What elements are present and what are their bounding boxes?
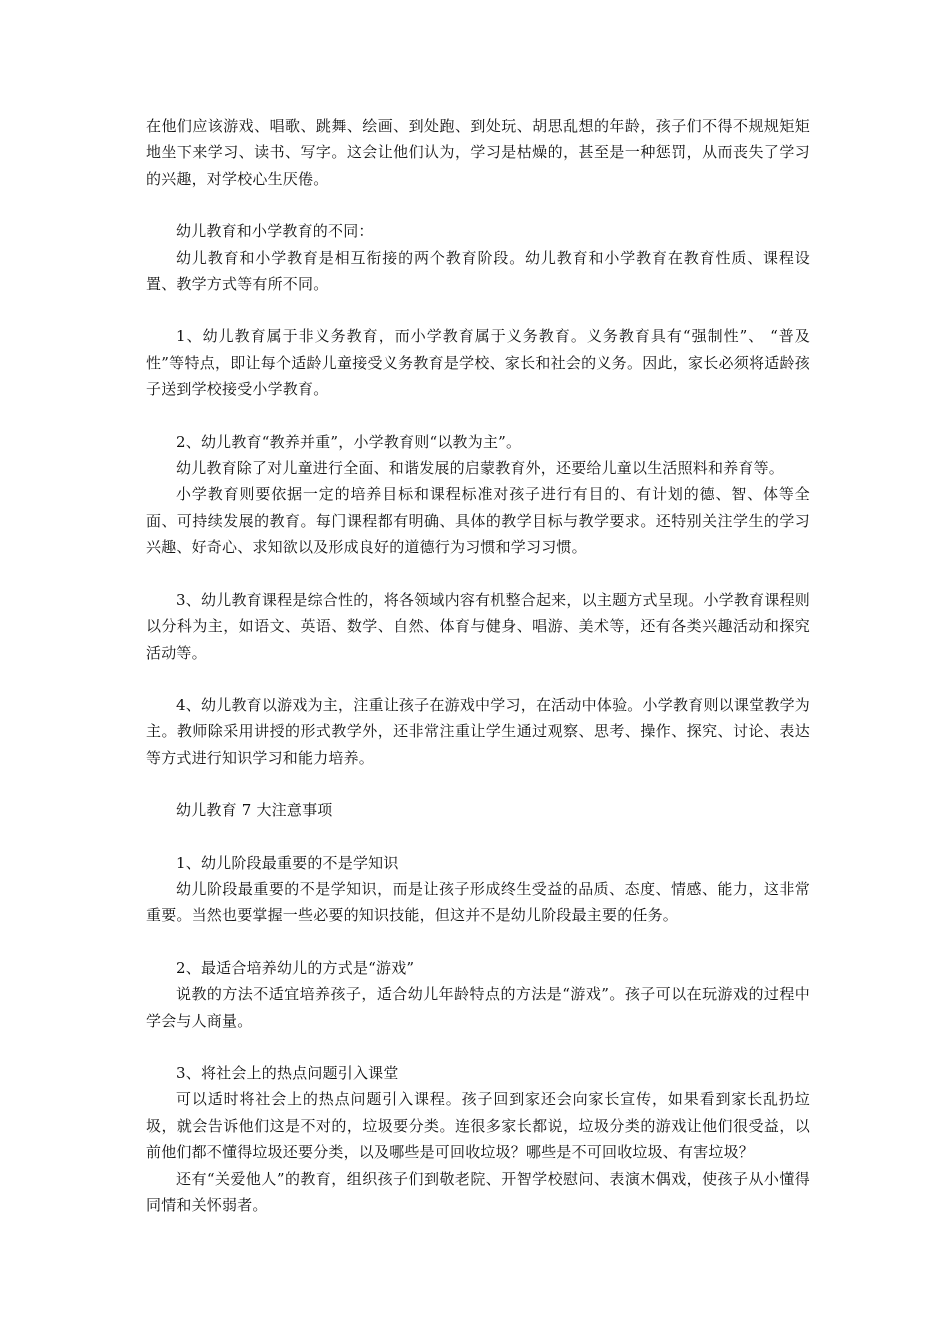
paragraph-point-2-heading: 2、幼儿教育“教养并重”，小学教育则“以教为主”。 bbox=[176, 432, 522, 451]
paragraph-point-4: 4、幼儿教育以游戏为主，注重让孩子在游戏中学习，在活动中体验。小学教育则以课堂教学为主。教师除采用讲授的形式教学外，还非常注重让学生通过观察、思考、操作、探究、讨论、表达等方式进行知识学习和能力培养。 bbox=[146, 695, 810, 767]
paragraph-point-3: 3、幼儿教育课程是综合性的，将各领域内容有机整合起来，以主题方式呈现。小学教育课程则以分科为主，如语文、英语、数学、自然、体育与健身、唱游、美术等，还有各类兴趣活动和探究活动等。 bbox=[146, 590, 810, 662]
paragraph-gap bbox=[146, 666, 810, 692]
paragraph-gap bbox=[146, 824, 810, 850]
note-1-heading: 1、幼儿阶段最重要的不是学知识 bbox=[176, 853, 399, 872]
section-heading-seven-notes: 幼儿教育 7 大注意事项 bbox=[176, 801, 333, 820]
note-1-body: 幼儿阶段最重要的不是学知识，而是让孩子形成终生受益的品质、态度、情感、能力，这非常重要。当然也要掌握一些必要的知识技能，但这并不是幼儿阶段最主要的任务。 bbox=[146, 879, 810, 925]
paragraph-point-2-primary: 小学教育则要依据一定的培养目标和课程标准对孩子进行有目的、有计划的德、智、体等全面、可持续发展的教育。每门课程都有明确、具体的教学目标与教学要求。还特别关注学生的学习兴趣、好奇心、求知欲以及形成良好的道德行为习惯和学习习惯。 bbox=[146, 485, 810, 557]
paragraph-intro: 在他们应该游戏、唱歌、跳舞、绘画、到处跑、到处玩、胡思乱想的年龄，孩子们不得不规规矩矩地坐下来学习、读书、写字。这会让他们认为，学习是枯燥的，甚至是一种惩罚，从而丧失了学习的兴趣，对学校心生厌倦。 bbox=[146, 117, 810, 188]
paragraph-gap bbox=[146, 297, 810, 323]
section-heading-differences: 幼儿教育和小学教育的不同： bbox=[176, 222, 374, 241]
paragraph-gap bbox=[146, 192, 810, 218]
paragraph-gap bbox=[146, 403, 810, 429]
note-3-body-extra: 还有“关爱他人”的教育，组织孩子们到敬老院、开智学校慰问、表演木偶戏，使孩子从小懂得同情和关怀弱者。 bbox=[146, 1169, 810, 1214]
paragraph-gap bbox=[146, 929, 810, 955]
paragraph-gap bbox=[146, 771, 810, 797]
note-2-heading: 2、最适合培养幼儿的方式是“游戏” bbox=[176, 958, 415, 977]
document-page bbox=[146, 113, 810, 1218]
paragraph-point-1: 1、幼儿教育属于非义务教育，而小学教育属于义务教育。义务教育具有“强制性”、 “普及性”等特点，即让每个适龄儿童接受义务教育是学校、家长和社会的义务。因此，家长必须将适龄孩子送到学校接受小学教育。 bbox=[146, 327, 810, 399]
paragraph-gap bbox=[146, 561, 810, 587]
paragraph-gap bbox=[146, 1034, 810, 1060]
note-3-heading: 3、将社会上的热点问题引入课堂 bbox=[176, 1063, 399, 1082]
note-2-body: 说教的方法不适宜培养孩子，适合幼儿年龄特点的方法是“游戏”。孩子可以在玩游戏的过程中学会与人商量。 bbox=[146, 985, 810, 1030]
paragraph-point-2-kindergarten: 幼儿教育除了对儿童进行全面、和谐发展的启蒙教育外，还要给儿童以生活照料和养育等。 bbox=[176, 459, 785, 478]
paragraph-differences-intro: 幼儿教育和小学教育是相互衔接的两个教育阶段。幼儿教育和小学教育在教育性质、课程设置、教学方式等有所不同。 bbox=[146, 248, 810, 294]
note-3-body: 可以适时将社会上的热点问题引入课程。孩子回到家还会向家长宣传，如果看到家长乱扔垃圾，就会告诉他们这是不对的，垃圾要分类。连很多家长都说，垃圾分类的游戏让他们很受益，以前他们都不懂得垃圾还要分类，以及哪些是可回收垃圾？哪些是不可回收垃圾、有害垃圾？ bbox=[146, 1090, 810, 1162]
